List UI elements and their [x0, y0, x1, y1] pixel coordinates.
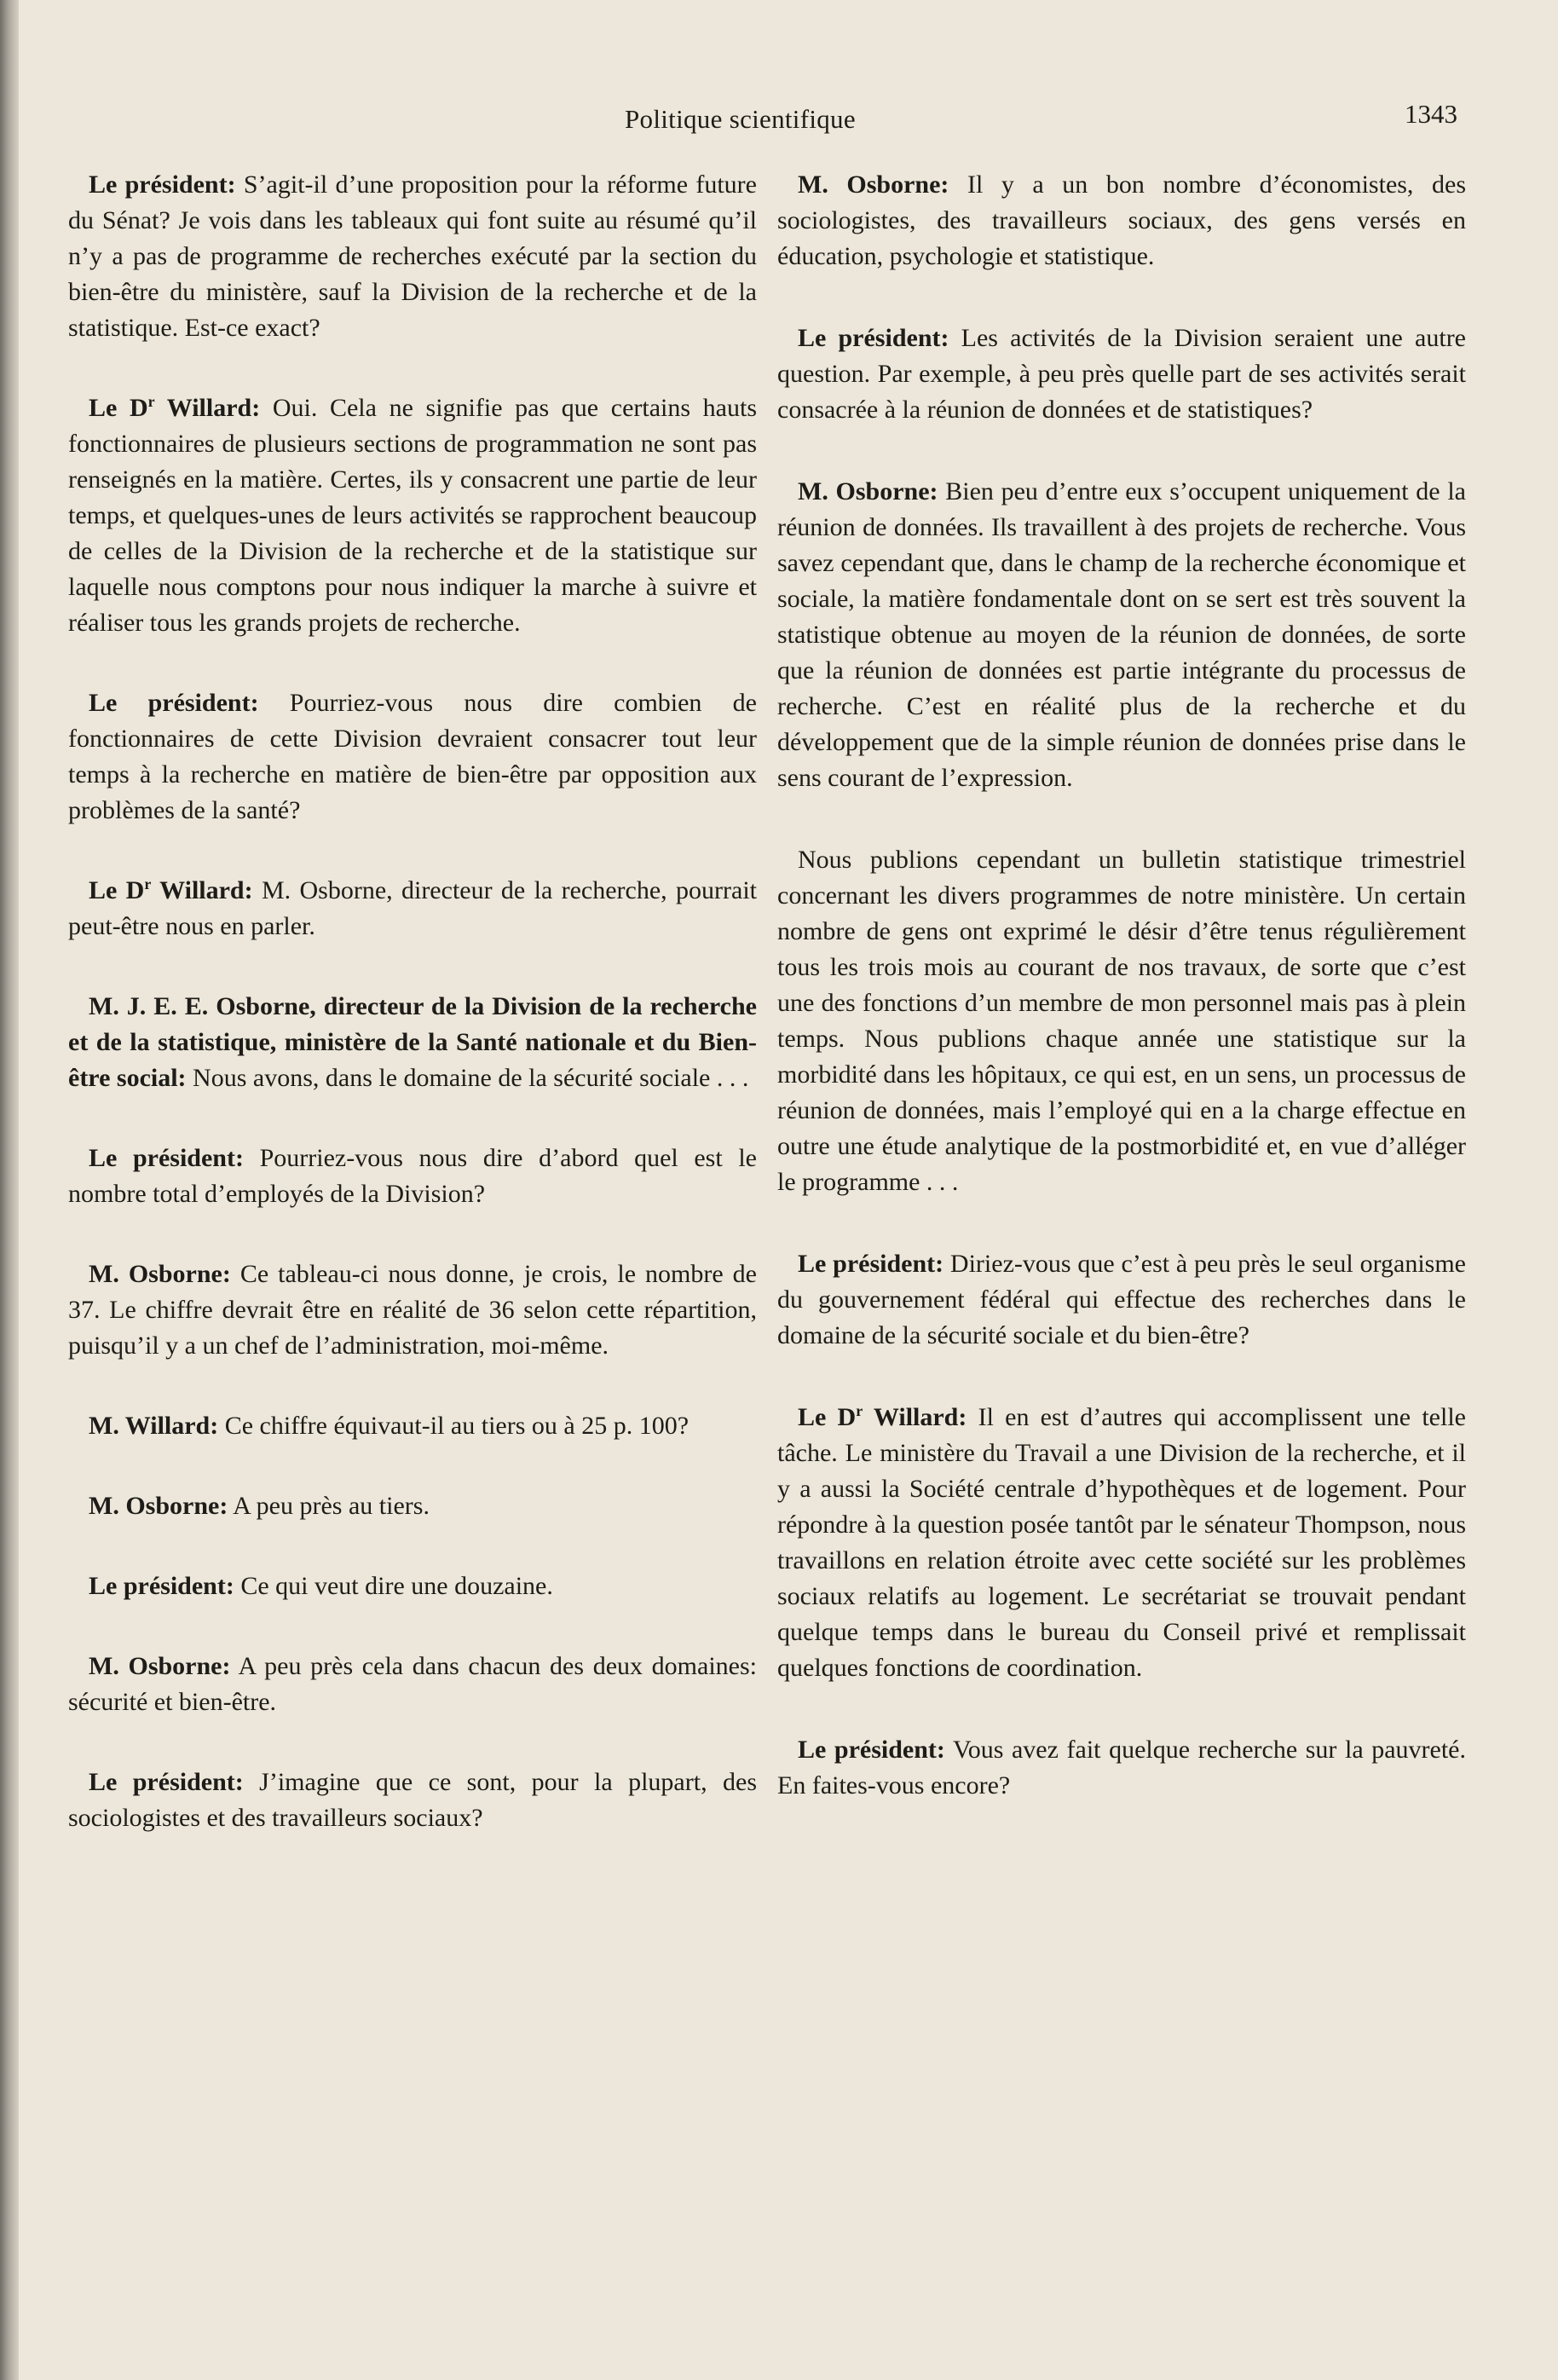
speaker-label: M. Osborne: — [798, 477, 938, 505]
speaker-label: M. Willard: — [89, 1412, 219, 1440]
speaker-label: M. Osborne: — [89, 1260, 231, 1288]
speaker-label-suffix: Willard: — [151, 876, 253, 904]
speaker-label: M. Osborne: — [798, 170, 949, 199]
right-column — [777, 167, 1466, 1850]
dialogue-paragraph — [68, 989, 757, 1096]
speaker-name — [89, 876, 253, 904]
speaker-name — [89, 1572, 234, 1600]
dialogue-paragraph — [777, 474, 1466, 796]
paragraph-text: M. Osborne, directeur de la recherche, pourrait peut-être nous en parler. — [68, 876, 757, 940]
dialogue-paragraph — [68, 685, 757, 829]
dialogue-paragraph — [68, 390, 757, 641]
speaker-name — [798, 1403, 967, 1431]
page-binding-edge — [0, 0, 19, 2380]
speaker-name — [89, 1412, 218, 1440]
page-header — [0, 95, 1558, 138]
paragraph-text: Les activités de la Division seraient une autre question. Par exemple, à peu près quelle part de ses activités serait consacrée à la réunion de données et de statistiques? — [777, 324, 1467, 424]
speaker-label: Le D — [89, 876, 145, 904]
paragraph-text: Ce tableau-ci nous donne, je crois, le nombre de 37. Le chiffre devrait être en réalité de 36 selon cette répartition, puisqu’il y a un chef de l’administration, moi-même. — [68, 1260, 757, 1360]
dialogue-paragraph — [68, 1568, 757, 1604]
speaker-label: Le président: — [89, 1144, 244, 1172]
dialogue-paragraph — [777, 1400, 1466, 1686]
paragraph-text: A peu près cela dans chacun des deux domaines: sécurité et bien-être. — [68, 1652, 757, 1716]
speaker-name — [798, 170, 949, 199]
speaker-name — [89, 170, 236, 199]
paragraph-text: Diriez-vous que c’est à peu près le seul organisme du gouvernement fédéral qui effectue des recherches dans le domaine de la sécurité sociale et du bien-être? — [777, 1250, 1466, 1349]
speaker-name — [89, 1260, 231, 1288]
dialogue-paragraph — [777, 167, 1466, 274]
dialogue-paragraph — [68, 1141, 757, 1212]
speaker-name — [798, 477, 938, 505]
paragraph-text: S’agit-il d’une proposition pour la réforme future du Sénat? Je vois dans les tableaux qui font suite au résumé qu’il n’y a pas de programme de recherches exécuté par la section du bien-être du ministère, sauf la Division de la recherche et de la statistique. Est-ce exact? — [68, 170, 757, 342]
speaker-name — [89, 689, 259, 717]
dialogue-paragraph — [777, 842, 1466, 1200]
speaker-label: Le président: — [89, 1572, 234, 1600]
paragraph-text: Vous avez fait quelque recherche sur la pauvreté. En faites-vous encore? — [777, 1736, 1466, 1799]
speaker-label: Le président: — [89, 170, 236, 199]
paragraph-text: Nous publions cependant un bulletin statistique trimestriel concernant les divers programmes de notre ministère. Un certain nombre de gens ont exprimé le désir d’être tenus régulièrement tous les trois mois au courant de nos travaux, de sorte que c’est une des fonctions d’un membre de mon personnel mais pas à plein temps. Nous publions chaque année une statistique sur la morbidité dans les hôpitaux, ce qui est, en un sens, un processus de réunion de données, mais l’employé qui en a la charge effectue en outre une étude analytique de la postmorbidité et, en vue d’alléger le programme . . . — [777, 846, 1466, 1196]
dialogue-paragraph — [777, 1246, 1466, 1354]
paragraph-text: Il y a un bon nombre d’économistes, des sociologistes, des travailleurs sociaux, des gens versés en éducation, psychologie et statistique. — [777, 170, 1466, 270]
speaker-name — [798, 1736, 945, 1764]
dialogue-paragraph — [68, 1649, 757, 1720]
running-title: Politique scientifique — [625, 104, 856, 134]
speaker-name — [89, 394, 260, 422]
dialogue-paragraph — [777, 1732, 1466, 1804]
paragraph-text: Pourriez-vous nous dire combien de fonctionnaires de cette Division devraient consacrer tout leur temps à la recherche en matière de bien-être par opposition aux problèmes de la santé? — [68, 689, 757, 824]
speaker-label: Le président: — [89, 689, 259, 717]
paragraph-text: Ce chiffre équivaut-il au tiers ou à 25 p. 100? — [218, 1412, 690, 1440]
speaker-label: M. J. E. E. Osborne, directeur de la Division de la recherche et de la statistique, ministère de la Santé nationale et du Bien-être social: — [68, 992, 757, 1092]
speaker-title-superscript: r — [856, 1402, 863, 1419]
dialogue-paragraph — [68, 1765, 757, 1836]
speaker-label: Le président: — [798, 1250, 944, 1278]
speaker-label-suffix: Willard: — [154, 394, 261, 422]
dialogue-paragraph — [68, 1488, 757, 1524]
left-column — [68, 167, 757, 1880]
speaker-title-superscript: r — [147, 393, 155, 410]
dialogue-paragraph — [68, 1408, 757, 1444]
speaker-name — [89, 1652, 230, 1680]
speaker-name — [89, 1144, 244, 1172]
paragraph-text: Ce qui veut dire une douzaine. — [234, 1572, 553, 1600]
speaker-label: M. Osborne: — [89, 1652, 231, 1680]
speaker-name — [89, 1492, 228, 1520]
speaker-label: Le D — [798, 1403, 857, 1431]
speaker-label: M. Osborne: — [89, 1492, 228, 1520]
paragraph-text: Nous avons, dans le domaine de la sécurité sociale . . . — [186, 1064, 749, 1092]
paragraph-text: Bien peu d’entre eux s’occupent uniquement de la réunion de données. Ils travaillent à des projets de recherche. Vous savez cependant que, dans le champ de la recherche économique et sociale, la matière fondamentale dont on se sert est très souvent la statistique obtenue au moyen de la réunion de données, de sorte que la réunion de données est partie intégrante du processus de recherche. C’est en réalité plus de la recherche et du développement que de la simple réunion de données prise dans le sens courant de l’expression. — [777, 477, 1466, 792]
paragraph-text: A peu près au tiers. — [228, 1492, 430, 1520]
dialogue-paragraph — [68, 1256, 757, 1364]
paragraph-text: Oui. Cela ne signifie pas que certains hauts fonctionnaires de plusieurs sections de programmation ne sont pas renseignés en la matière. Certes, ils y consacrent une partie de leur temps, et quelques-unes de leurs activités se rapprochent beaucoup de celles de la Division de la recherche et de la statistique sur laquelle nous comptons pour nous indiquer la marche à suivre et réaliser tous les grands projets de recherche. — [68, 394, 757, 637]
dialogue-paragraph — [68, 873, 757, 944]
dialogue-paragraph — [777, 321, 1466, 428]
paragraph-text: J’imagine que ce sont, pour la plupart, des sociologistes et des travailleurs sociaux? — [68, 1768, 757, 1832]
speaker-label: Le président: — [798, 1736, 945, 1764]
speaker-label-suffix: Willard: — [863, 1403, 967, 1431]
paragraph-text: Pourriez-vous nous dire d’abord quel est le nombre total d’employés de la Division? — [68, 1144, 757, 1208]
speaker-name — [798, 1250, 943, 1278]
dialogue-paragraph — [68, 167, 757, 346]
speaker-name — [798, 324, 949, 352]
speaker-title-superscript: r — [144, 875, 152, 892]
speaker-label: Le D — [89, 394, 148, 422]
paragraph-text: Il en est d’autres qui accomplissent une telle tâche. Le ministère du Travail a une Division de la recherche, et il y a aussi la Société centrale d’hypothèques et de logement. Pour répondre à la question posée tantôt par le sénateur Thompson, nous travaillons en relation étroite avec cette société sur les problèmes sociaux relatifs au logement. Le secrétariat se trouvait pendant quelque temps dans le bureau du Conseil privé et remplissait quelques fonctions de coordination. — [777, 1403, 1466, 1682]
speaker-name — [89, 1768, 244, 1796]
page-number: 1343 — [1405, 99, 1457, 129]
speaker-label: Le président: — [89, 1768, 244, 1796]
speaker-label: Le président: — [798, 324, 949, 352]
